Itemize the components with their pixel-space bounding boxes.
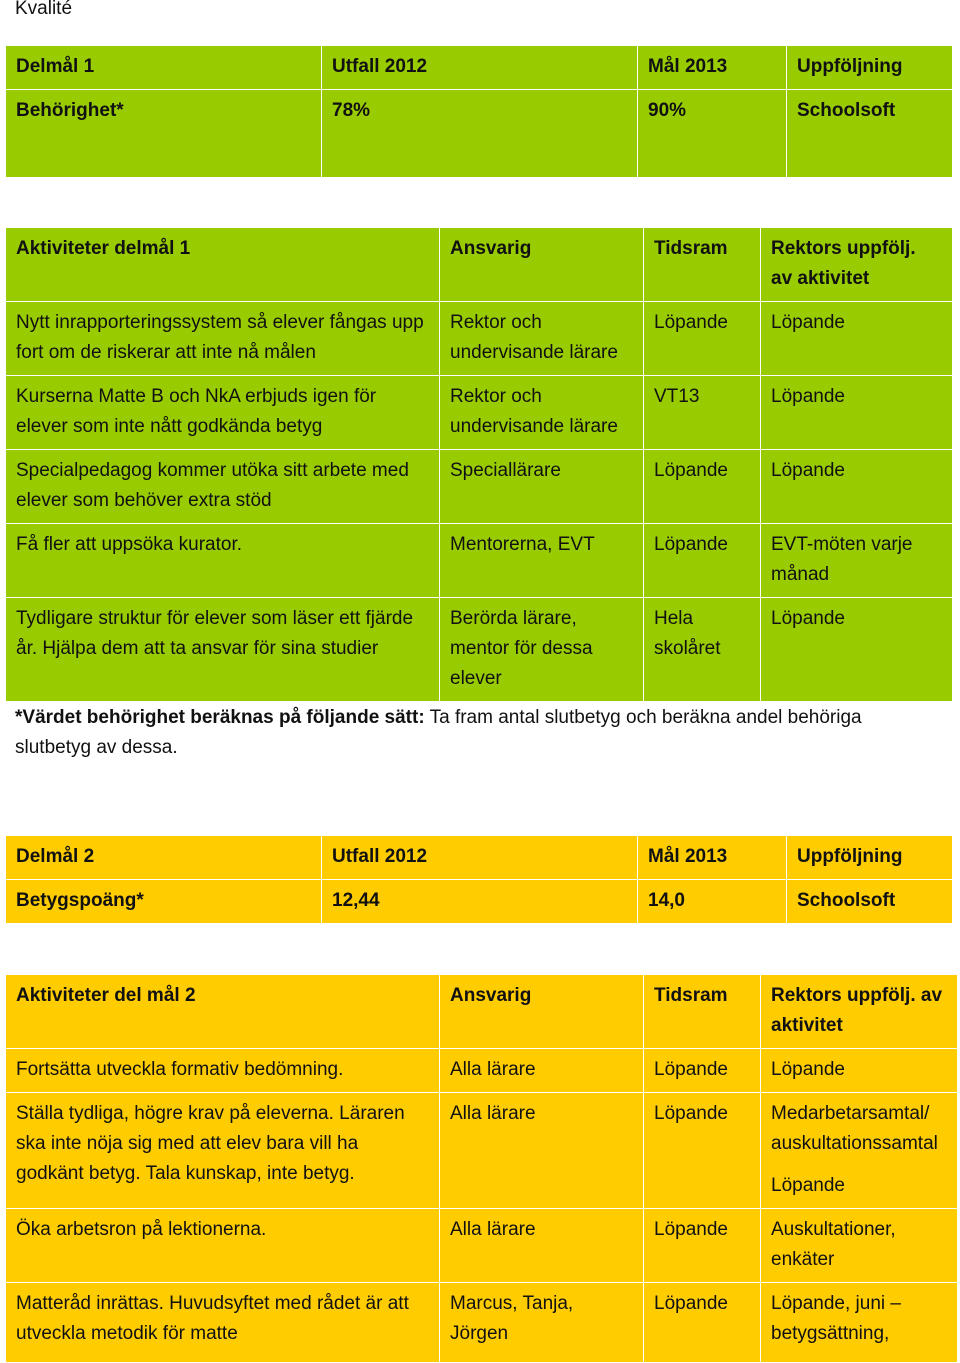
activity-cell: Tydligare struktur för elever som läser ett fjärde år. Hjälpa dem att ta ansvar för sina studier	[6, 598, 440, 702]
followup-cell: Löpande	[761, 376, 953, 450]
goal1-header-cell: Mål 2013	[638, 46, 787, 90]
goal1-header-cell: Utfall 2012	[322, 46, 638, 90]
table-row	[6, 524, 953, 598]
goal2-cell: 12,44	[322, 880, 638, 924]
followup-cell	[761, 1093, 958, 1209]
followup-cell: EVT-möten varje månad	[761, 524, 953, 598]
activity-cell: Specialpedagog kommer utöka sitt arbete med elever som behöver extra stöd	[6, 450, 440, 524]
goal1-header-row	[6, 46, 953, 90]
followup-cell: Löpande, juni – betygsättning,	[761, 1283, 958, 1363]
timeframe-cell: Löpande	[644, 1093, 761, 1209]
activities2-header-cell: Ansvarig	[440, 975, 644, 1049]
activities1-header-cell: Aktiviteter delmål 1	[6, 228, 440, 302]
goal2-cell: Schoolsoft	[787, 880, 953, 924]
responsible-cell: Marcus, Tanja, Jörgen	[440, 1283, 644, 1363]
goal2-header-row	[6, 836, 953, 880]
timeframe-cell: Löpande	[644, 302, 761, 376]
activities2-table	[5, 974, 958, 1363]
activity-cell: Kurserna Matte B och NkA erbjuds igen för elever som inte nått godkända betyg	[6, 376, 440, 450]
activity-cell: Fortsätta utveckla formativ bedömning.	[6, 1049, 440, 1093]
footnote	[15, 703, 935, 763]
paragraph-gap	[771, 1159, 947, 1171]
responsible-cell: Speciallärare	[440, 450, 644, 524]
table-row	[6, 1093, 958, 1209]
table-row	[6, 376, 953, 450]
responsible-cell: Rektor och undervisande lärare	[440, 302, 644, 376]
timeframe-cell: VT13	[644, 376, 761, 450]
goal2-header-cell: Uppföljning	[787, 836, 953, 880]
responsible-cell: Alla lärare	[440, 1093, 644, 1209]
goal2-table	[5, 835, 953, 924]
goal2-header-cell: Delmål 2	[6, 836, 322, 880]
followup-cell: Löpande	[761, 450, 953, 524]
goal1-header-cell: Uppföljning	[787, 46, 953, 90]
activities2-header-cell: Tidsram	[644, 975, 761, 1049]
followup-cell: Löpande	[761, 598, 953, 702]
timeframe-cell: Löpande	[644, 1209, 761, 1283]
table-row	[6, 1283, 958, 1363]
followup-extra-text: Löpande	[771, 1175, 845, 1196]
activity-cell: Få fler att uppsöka kurator.	[6, 524, 440, 598]
followup-text: Medarbetarsamtal/ auskultationssamtal	[771, 1103, 938, 1154]
responsible-cell: Berörda lärare, mentor för dessa elever	[440, 598, 644, 702]
table-row	[6, 1049, 958, 1093]
timeframe-cell: Hela skolåret	[644, 598, 761, 702]
timeframe-cell: Löpande	[644, 450, 761, 524]
activities1-header-cell: Tidsram	[644, 228, 761, 302]
activities1-header-cell: Ansvarig	[440, 228, 644, 302]
goal2-header-cell: Utfall 2012	[322, 836, 638, 880]
table-row	[6, 302, 953, 376]
goal2-cell: 14,0	[638, 880, 787, 924]
activity-cell: Ställa tydliga, högre krav på eleverna. Läraren ska inte nöja sig med att elev bara vill ha godkänt betyg. Tala kunskap, inte betyg.	[6, 1093, 440, 1209]
goal2-cell: Betygspoäng*	[6, 880, 322, 924]
timeframe-cell: Löpande	[644, 1283, 761, 1363]
activity-cell: Nytt inrapporteringssystem så elever fångas upp fort om de riskerar att inte nå målen	[6, 302, 440, 376]
goal1-table	[5, 45, 953, 178]
followup-cell: Löpande	[761, 302, 953, 376]
goal1-cell: 90%	[638, 90, 787, 178]
responsible-cell: Alla lärare	[440, 1209, 644, 1283]
footnote-bold: *Värdet behörighet beräknas på följande sätt:	[15, 707, 425, 728]
goal2-row	[6, 880, 953, 924]
activities2-header-cell: Rektors uppfölj. av aktivitet	[761, 975, 958, 1049]
activities1-header-cell: Rektors uppfölj. av aktivitet	[761, 228, 953, 302]
responsible-cell: Alla lärare	[440, 1049, 644, 1093]
activities2-header-cell: Aktiviteter del mål 2	[6, 975, 440, 1049]
activities1-table	[5, 227, 953, 702]
activity-cell: Öka arbetsron på lektionerna.	[6, 1209, 440, 1283]
table-row	[6, 598, 953, 702]
responsible-cell: Rektor och undervisande lärare	[440, 376, 644, 450]
followup-cell: Auskultationer, enkäter	[761, 1209, 958, 1283]
goal1-header-cell: Delmål 1	[6, 46, 322, 90]
footnote-text: Ta fram antal slutbetyg och beräkna andel behöriga slutbetyg av dessa.	[15, 707, 862, 758]
goal2-header-cell: Mål 2013	[638, 836, 787, 880]
goal1-cell: Schoolsoft	[787, 90, 953, 178]
page-title: Kvalité	[15, 0, 73, 19]
activities2-header-row	[6, 975, 958, 1049]
timeframe-cell: Löpande	[644, 524, 761, 598]
goal1-row	[6, 90, 953, 178]
goal1-cell: 78%	[322, 90, 638, 178]
table-row	[6, 450, 953, 524]
activity-cell: Matteråd inrättas. Huvudsyftet med rådet är att utveckla metodik för matte	[6, 1283, 440, 1363]
activities1-header-row	[6, 228, 953, 302]
goal1-cell: Behörighet*	[6, 90, 322, 178]
table-row	[6, 1209, 958, 1283]
followup-cell: Löpande	[761, 1049, 958, 1093]
timeframe-cell: Löpande	[644, 1049, 761, 1093]
responsible-cell: Mentorerna, EVT	[440, 524, 644, 598]
